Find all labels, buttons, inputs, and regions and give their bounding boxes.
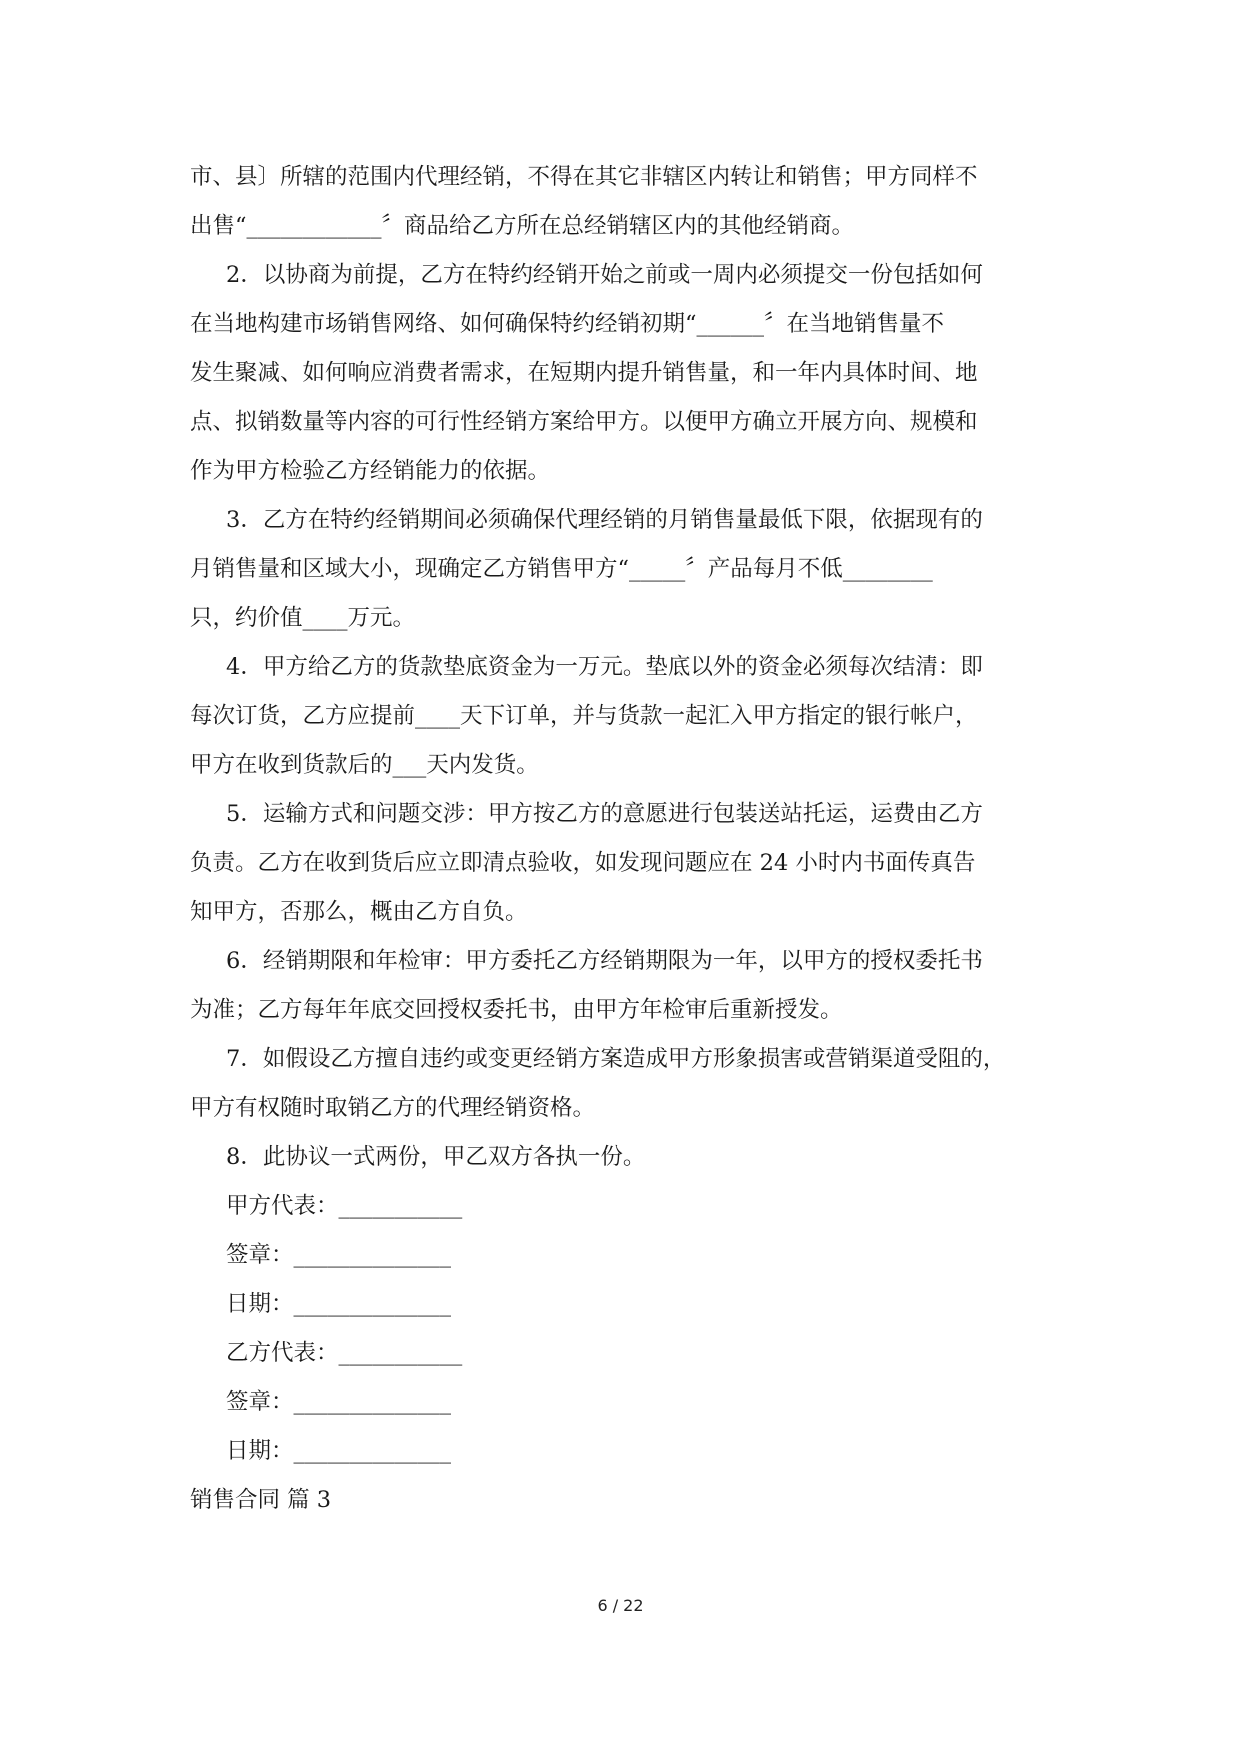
contract-body bbox=[190, 153, 1060, 1525]
clause-5-line: 负责。乙方在收到货后应立即清点验收，如发现问题应在 24 小时内书面传真告 bbox=[190, 850, 976, 876]
clause-4-line: 4．甲方给乙方的货款垫底资金为一万元。垫底以外的资金必须每次结清：即 bbox=[226, 654, 983, 680]
body-line: 市、县〕所辖的范围内代理经销，不得在其它非辖区内转让和销售；甲方同样不 bbox=[190, 164, 978, 190]
clause-6-line: 为准；乙方每年年底交回授权委托书，由甲方年检审后重新授发。 bbox=[190, 997, 843, 1023]
clause-5-line: 知甲方，否那么，概由乙方自负。 bbox=[190, 899, 528, 925]
party-a-date: 日期：______________ bbox=[226, 1291, 452, 1317]
clause-7-line: 甲方有权随时取销乙方的代理经销资格。 bbox=[190, 1095, 596, 1121]
clause-2-line: 2．以协商为前提，乙方在特约经销开始之前或一周内必须提交一份包括如何 bbox=[226, 262, 983, 288]
clause-3-line: 3．乙方在特约经销期间必须确保代理经销的月销售量最低下限，依据现有的 bbox=[226, 507, 983, 533]
clause-7-line: 7．如假设乙方擅自违约或变更经销方案造成甲方形象损害或营销渠道受阻的， bbox=[226, 1046, 1006, 1072]
clause-2-line: 作为甲方检验乙方经销能力的依据。 bbox=[190, 458, 551, 484]
body-line: 出售“____________〞商品给乙方所在总经销辖区内的其他经销商。 bbox=[190, 213, 855, 239]
section-heading: 销售合同 篇 3 bbox=[190, 1487, 332, 1513]
clause-6-line: 6．经销期限和年检审：甲方委托乙方经销期限为一年，以甲方的授权委托书 bbox=[226, 948, 983, 974]
clause-2-line: 在当地构建市场销售网络、如何确保特约经销初期“______〞在当地销售量不 bbox=[190, 311, 945, 337]
party-a-representative: 甲方代表：___________ bbox=[226, 1193, 463, 1219]
party-b-date: 日期：______________ bbox=[226, 1438, 452, 1464]
clause-2-line: 发生聚减、如何响应消费者需求，在短期内提升销售量，和一年内具体时间、地 bbox=[190, 360, 978, 386]
clause-4-line: 甲方在收到货款后的___天内发货。 bbox=[190, 752, 539, 778]
party-b-representative: 乙方代表：___________ bbox=[226, 1340, 463, 1366]
clause-4-line: 每次订货，乙方应提前____天下订单，并与货款一起汇入甲方指定的银行帐户， bbox=[190, 703, 978, 729]
clause-8-line: 8．此协议一式两份，甲乙双方各执一份。 bbox=[226, 1144, 646, 1170]
clause-5-line: 5．运输方式和问题交涉：甲方按乙方的意愿进行包装送站托运，运费由乙方 bbox=[226, 801, 983, 827]
party-a-seal: 签章：______________ bbox=[226, 1242, 452, 1268]
clause-3-line: 只，约价值____万元。 bbox=[190, 605, 416, 631]
page-number: 6 / 22 bbox=[597, 1596, 644, 1615]
party-b-seal: 签章：______________ bbox=[226, 1389, 452, 1415]
clause-3-line: 月销售量和区域大小，现确定乙方销售甲方“_____〞产品每月不低________ bbox=[190, 556, 933, 582]
clause-2-line: 点、拟销数量等内容的可行性经销方案给甲方。以便甲方确立开展方向、规模和 bbox=[190, 409, 978, 435]
